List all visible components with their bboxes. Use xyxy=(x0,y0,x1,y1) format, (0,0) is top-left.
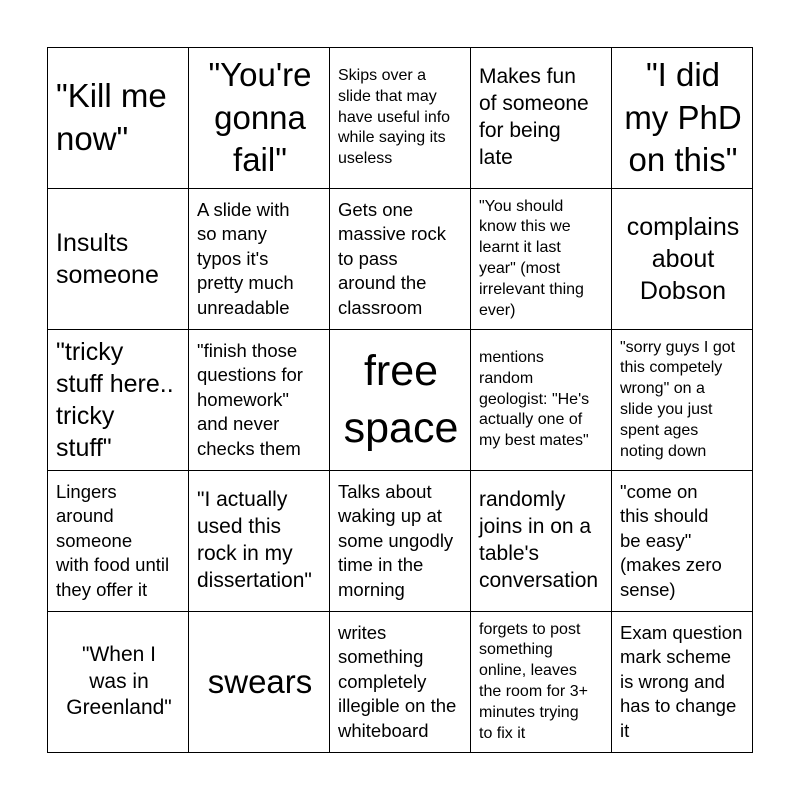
bingo-cell[interactable] xyxy=(612,471,753,612)
cell-text: "Kill me now" xyxy=(56,77,167,157)
bingo-cell[interactable] xyxy=(189,189,330,330)
bingo-cell[interactable] xyxy=(471,330,612,471)
cell-text: Insults someone xyxy=(56,229,159,289)
bingo-cell[interactable] xyxy=(189,612,330,753)
cell-text: "sorry guys I got this competely wrong" on a slide you just spent ages noting down xyxy=(620,338,736,460)
cell-text: A slide with so many typos it's pretty much unreadable xyxy=(197,198,294,318)
bingo-cell[interactable] xyxy=(48,612,189,753)
bingo-cell[interactable] xyxy=(189,330,330,471)
cell-text: "come on this should be easy" (makes zero sense) xyxy=(620,480,722,600)
cell-text: "You should know this we learnt it last year" (most irrelevant thing ever) xyxy=(479,197,584,319)
cell-text: Skips over a slide that may have useful info while saying its useless xyxy=(338,67,451,168)
bingo-cell[interactable] xyxy=(189,48,330,189)
bingo-cell[interactable] xyxy=(330,189,471,330)
bingo-cell[interactable] xyxy=(471,48,612,189)
cell-text: "I actually used this rock in my dissertation" xyxy=(197,488,312,592)
bingo-cell[interactable] xyxy=(189,471,330,612)
bingo-cell[interactable] xyxy=(612,330,753,471)
cell-text: randomly joins in on a table's conversation xyxy=(479,488,599,592)
cell-text: mentions random geologist: "He's actually one of my best mates" xyxy=(479,349,590,450)
cell-text: Makes fun of someone for being late xyxy=(479,65,589,169)
cell-text: swears xyxy=(207,662,313,700)
cell-text: "When I was in Greenland" xyxy=(66,642,172,720)
cell-text: complains about Dobson xyxy=(626,213,740,305)
bingo-cell[interactable] xyxy=(612,189,753,330)
cell-text: Gets one massive rock to pass around the classroom xyxy=(338,198,446,318)
cell-text: "You're gonna fail" xyxy=(208,55,312,179)
bingo-cell[interactable] xyxy=(48,330,189,471)
free-space-cell[interactable] xyxy=(330,330,471,471)
cell-text: writes something completely illegible on the whiteboard xyxy=(338,621,457,741)
bingo-cell[interactable] xyxy=(330,612,471,753)
bingo-cell[interactable] xyxy=(612,612,753,753)
bingo-cell[interactable] xyxy=(330,48,471,189)
cell-text: "I did my PhD on this" xyxy=(624,55,742,179)
cell-text: forgets to post something online, leaves the room for 3+ minutes trying to fix it xyxy=(479,620,588,742)
bingo-cell[interactable] xyxy=(612,48,753,189)
bingo-cell[interactable] xyxy=(471,189,612,330)
cell-text: Lingers around someone with food until they offer it xyxy=(56,480,170,600)
bingo-cell[interactable] xyxy=(330,471,471,612)
cell-text: Talks about waking up at some ungodly time in the morning xyxy=(338,480,454,600)
cell-text: "tricky stuff here.. tricky stuff" xyxy=(56,338,174,462)
free-space-text: free space xyxy=(343,346,459,452)
bingo-cell[interactable] xyxy=(48,471,189,612)
bingo-cell[interactable] xyxy=(471,612,612,753)
bingo-cell[interactable] xyxy=(471,471,612,612)
bingo-cell[interactable] xyxy=(48,48,189,189)
bingo-cell[interactable] xyxy=(48,189,189,330)
cell-text: Exam question mark scheme is wrong and has to change it xyxy=(620,621,743,741)
cell-text: "finish those questions for homework" and never checks them xyxy=(197,339,303,459)
bingo-board xyxy=(47,47,753,753)
